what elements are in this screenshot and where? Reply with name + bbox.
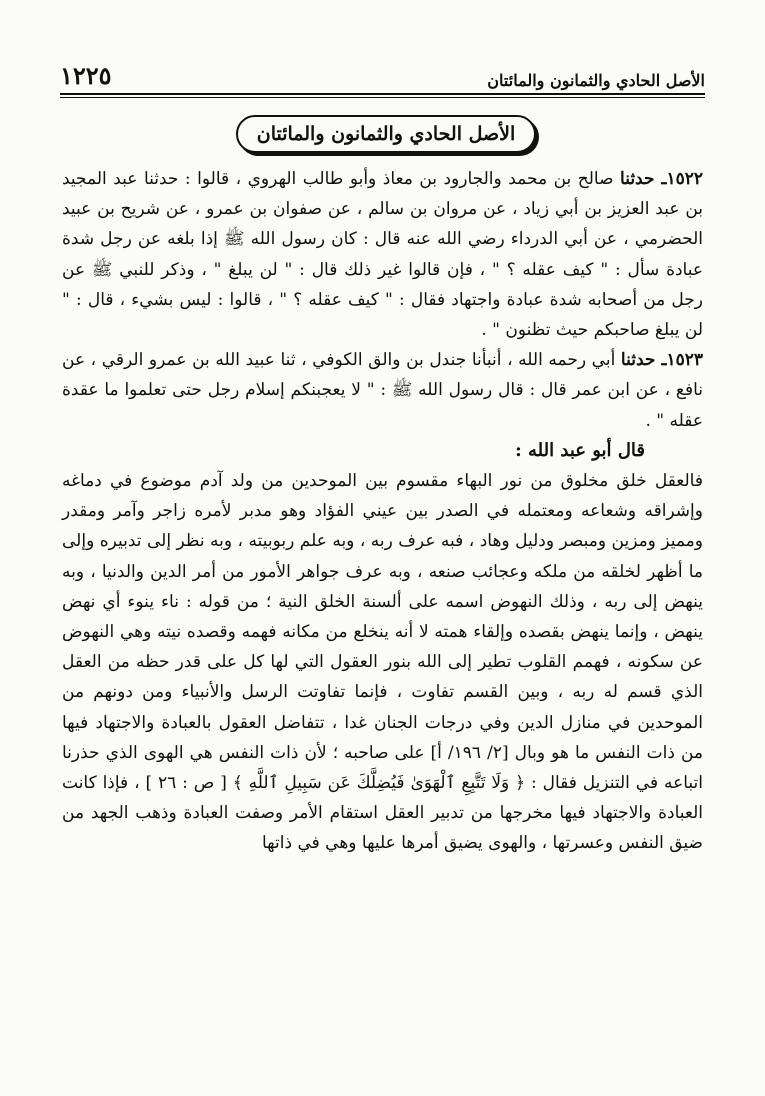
chapter-title: الأصل الحادي والثمانون والمائتان — [236, 115, 536, 153]
hadith-text: أبي رحمه الله ، أنبأنا جندل بن والق الكوفي ، ثنا عبيد الله بن عمرو الرقي ، عن نافع ، عن ابن عمر قال : قال رسول الله ﷺ : " لا يعجبنكم إسلام رجل حتى تعلموا ما عقدة عقله " . — [62, 350, 703, 431]
header-rule-thin — [60, 97, 705, 98]
hadith-text: صالح بن محمد والجارود بن معاذ وأبو طالب الهروي ، قالوا : حدثنا عبد المجيد بن عبد العزيز بن أبي زياد ، عن مروان بن سالم ، عن صفوان بن عمرو ، عن شريح بن عبيد الحضرمي ، عن أبي الدرداء رضي الله عنه قال : كان رسول الله ﷺ إذا بلغه عن رجل شدة عبادة سأل : " كيف عقله ؟ " ، فإن قالوا غير ذلك قال : " لن يبلغ " ، وذكر للنبي ﷺ عن رجل من أصحابه شدة عبادة واجتهاد فقال : " كيف عقله ؟ " ، قالوا : ليس بشيء ، قال : " لن يبلغ صاحبكم حيث تظنون " . — [62, 169, 703, 341]
hadith-number: ١٥٢٢ـ حدثنا — [620, 169, 704, 189]
header-rule — [60, 93, 705, 95]
hadith-1522 — [62, 164, 703, 345]
hadith-number: ١٥٢٣ـ حدثنا — [620, 350, 703, 371]
running-title: الأصل الحادي والثمانون والمائتان — [487, 71, 705, 90]
page-number: ١٢٢٥ — [60, 61, 112, 90]
hadith-1523 — [62, 345, 703, 436]
page-body — [62, 164, 703, 859]
page-header — [60, 58, 705, 94]
commentary-text: فالعقل خلق مخلوق من نور البهاء مقسوم بين الموحدين من ولد آدم موضوع في دماغه وإشراقه وشعاعه ومعتمله في الصدر بين عيني الفؤاد وهو مدبر لأمره زاجر وآمر ومقدر ومميز ومزين ومبصر ودليل وهاد ، فبه عرف ربه ، وبه علم ربوبيته ، وبه نظر إلى تدبيره وإلى ما أظهر لخلقه من ملكه وعجائب صنعه ، وبه عرف جواهر الأمور من أمر الدين والدنيا ، وبه ينهض إلى ربه ، وذلك النهوض اسمه على ألسنة الخلق النية ؛ من قوله : ناء ينوء أي نهض ينهض ، وإنما ينهض بقصده وإلقاء همته لا أنه ينخلع من مكانه فهمه وقصده نيته وهي النهوض عن سكونه ، فهمم القلوب تطير إلى الله بنور العقول التي لها كل على قدر حظه من العقل الذي قسم له ربه ، وبين القسم تفاوت ، فإنما تفاوتت الرسل والأنبياء ومن دونهم من الموحدين في منازل الدين وفي درجات الجنان غدا ، تتفاضل العقول بالعبادة والاجتهاد فيها من ذات النفس ما هو وبال [٢/ ١٩٦/ أ] على صاحبه ؛ لأن ذات النفس هي الهوى الذي حذرنا اتباعه في التنزيل فقال : ﴿ وَلَا تَتَّبِعِ ٱلْهَوَىٰ فَيُضِلَّكَ عَن سَبِيلِ ٱللَّهِ ﴾ [ ص : ٢٦ ] ، فإذا كانت العبادة والاجتهاد فيها مخرجها من تدبير العقل استقام الأمر وصفت العبادة وذهب الجهد من ضيق النفس وعسرتها ، والهوى يضيق أمرها عليها وهي في ذاتها — [62, 471, 704, 854]
speaker-heading: قال أبو عبد الله : — [515, 439, 645, 461]
